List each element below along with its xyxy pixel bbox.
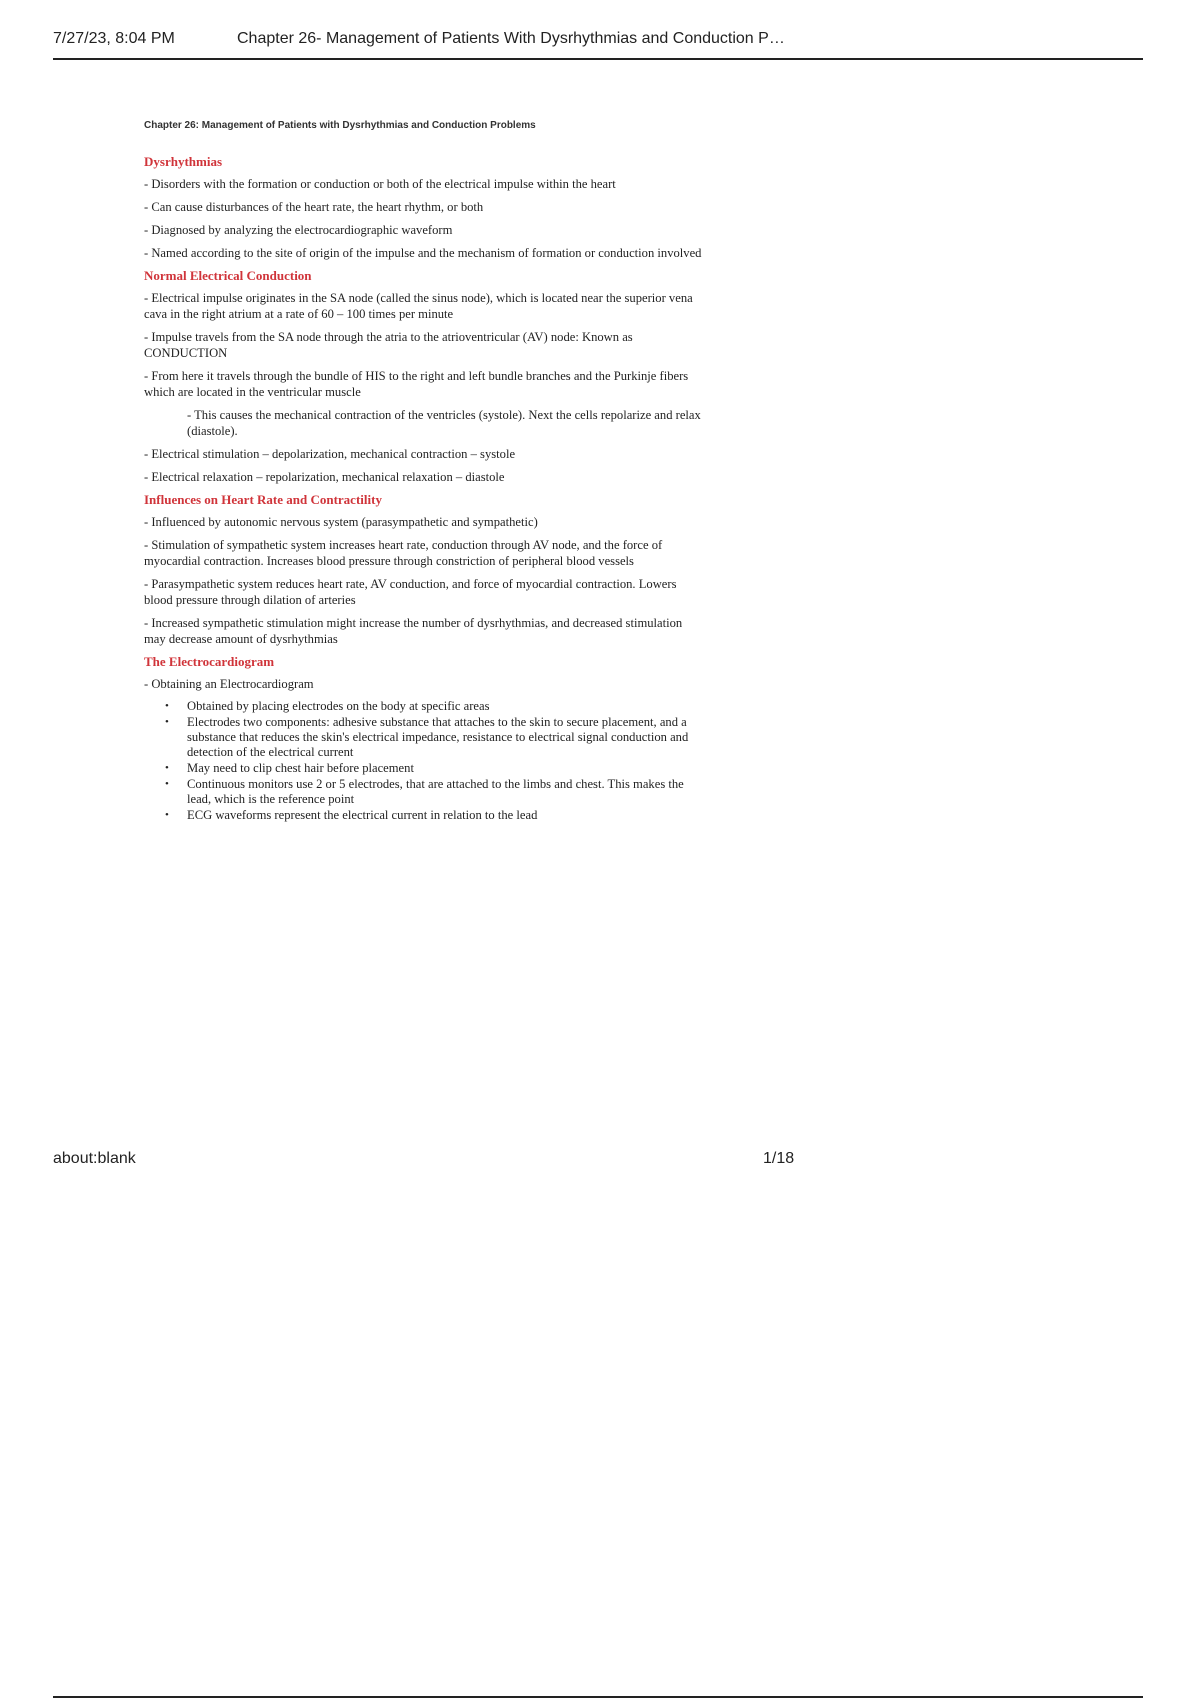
paragraph: - Impulse travels from the SA node through the atria to the atrioventricular (AV) node: Known as CONDUCTION bbox=[144, 330, 633, 360]
list-item: • May need to clip chest hair before placement bbox=[187, 761, 704, 776]
paragraph-indented: - This causes the mechanical contraction of the ventricles (systole). Next the cells repolarize and relax (diastole). bbox=[187, 408, 701, 438]
list-item: • Continuous monitors use 2 or 5 electrodes, that are attached to the limbs and chest. This makes the lead, which is the reference point bbox=[187, 777, 704, 807]
paragraph: - Disorders with the formation or conduction or both of the electrical impulse within the heart bbox=[144, 177, 616, 191]
paragraph: - Influenced by autonomic nervous system (parasympathetic and sympathetic) bbox=[144, 515, 538, 529]
bullet-list-container bbox=[144, 699, 704, 823]
print-header bbox=[53, 28, 1143, 60]
print-timestamp: 7/27/23, 8:04 PM bbox=[53, 30, 175, 47]
section-heading-influences-on-heart-rate: Influences on Heart Rate and Contractility bbox=[144, 492, 382, 507]
list-item: • Obtained by placing electrodes on the body at specific areas bbox=[187, 699, 704, 714]
list-item: • Electrodes two components: adhesive substance that attaches to the skin to secure placement, and a substance that reduces the skin's electrical impedance, resistance to electrical signal conduction and detection of the electrical current bbox=[187, 715, 704, 760]
chapter-title: Chapter 26: Management of Patients with Dysrhythmias and Conduction Problems bbox=[144, 120, 536, 131]
print-url: about:blank bbox=[53, 1150, 136, 1167]
paragraph: - From here it travels through the bundle of HIS to the right and left bundle branches and the Purkinje fibers which are located in the ventricular muscle bbox=[144, 369, 689, 399]
paragraph: - Stimulation of sympathetic system increases heart rate, conduction through AV node, and the force of myocardial contraction. Increases blood pressure through constriction of peripheral blood vessels bbox=[144, 538, 663, 568]
page-number: 1/18 bbox=[763, 1150, 795, 1167]
list-item: • ECG waveforms represent the electrical current in relation to the lead bbox=[187, 808, 704, 823]
bottom-divider bbox=[53, 1696, 1143, 1698]
paragraph: - Named according to the site of origin of the impulse and the mechanism of formation or conduction involved bbox=[144, 246, 702, 260]
paragraph: - Diagnosed by analyzing the electrocardiographic waveform bbox=[144, 223, 453, 237]
paragraph: - Obtaining an Electrocardiogram bbox=[144, 677, 314, 691]
bullet-list bbox=[144, 699, 704, 823]
section-heading-normal-electrical-conduction: Normal Electrical Conduction bbox=[144, 268, 312, 283]
paragraph: - Can cause disturbances of the heart rate, the heart rhythm, or both bbox=[144, 200, 484, 214]
print-footer bbox=[53, 1150, 813, 1170]
paragraph: - Increased sympathetic stimulation might increase the number of dysrhythmias, and decreased stimulation may decrease amount of dysrhythmias bbox=[144, 616, 683, 646]
paragraph: - Electrical stimulation – depolarization, mechanical contraction – systole bbox=[144, 447, 516, 461]
print-document-title: Chapter 26- Management of Patients With Dysrhythmias and Conduction P… bbox=[237, 30, 785, 47]
paragraph: - Parasympathetic system reduces heart rate, AV conduction, and force of myocardial contraction. Lowers blood pressure through dilation of arteries bbox=[144, 577, 677, 607]
paragraph: - Electrical impulse originates in the SA node (called the sinus node), which is located near the superior vena cava in the right atrium at a rate of 60 – 100 times per minute bbox=[144, 291, 693, 321]
document-page bbox=[144, 118, 704, 824]
section-heading-dysrhythmias: Dysrhythmias bbox=[144, 154, 223, 169]
paragraph: - Electrical relaxation – repolarization, mechanical relaxation – diastole bbox=[144, 470, 505, 484]
section-heading-the-electrocardiogram: The Electrocardiogram bbox=[144, 654, 275, 669]
